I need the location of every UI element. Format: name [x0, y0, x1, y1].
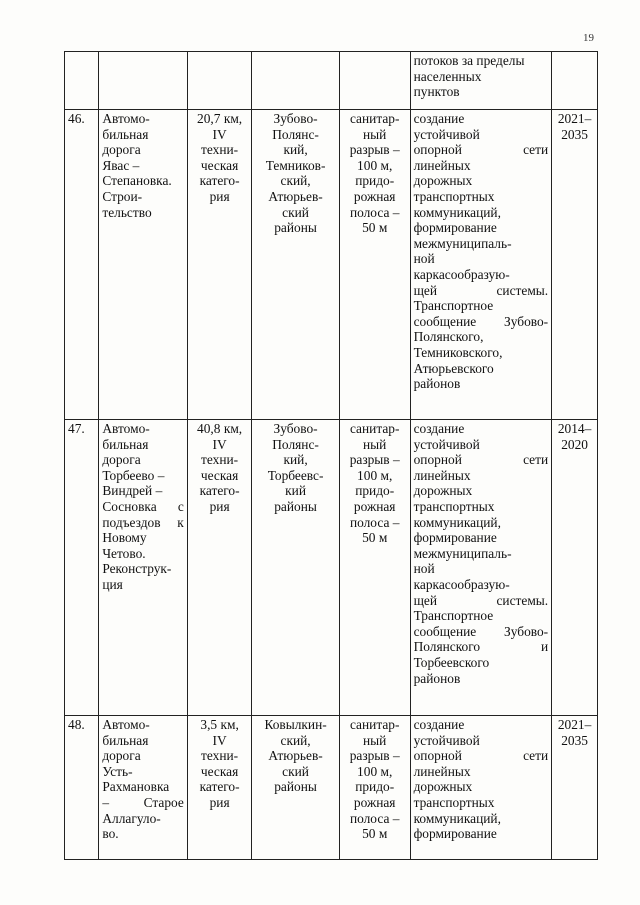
- cell-line: Рахмановка: [102, 779, 170, 795]
- cell-line: районы: [274, 779, 317, 795]
- cell-line: щей системы.: [413, 282, 549, 298]
- cell-line: придо-: [355, 173, 395, 189]
- cell-line: разрыв –: [349, 452, 400, 468]
- cell-line: 50 м: [362, 826, 388, 842]
- cell-line: Строи-: [102, 188, 143, 204]
- cell-line: катего-: [199, 483, 240, 499]
- districts-cell: [252, 52, 339, 110]
- table-row: [65, 110, 598, 420]
- cell-line: рия: [209, 188, 230, 204]
- cell-line: Автомо-: [102, 717, 150, 732]
- cell-line: Полянс-: [272, 126, 319, 142]
- cell-line: IV: [212, 126, 227, 142]
- cell-line: 2021–: [557, 717, 592, 732]
- cell-line: санитар-: [349, 717, 400, 732]
- cell-line: Зубово-: [273, 111, 318, 126]
- cell-line: линейных: [413, 157, 471, 173]
- cell-line: дорога: [102, 452, 141, 468]
- cell-line: пунктов: [413, 84, 460, 100]
- cell-line: дорожных: [413, 779, 473, 795]
- cell-line: ский: [282, 204, 309, 220]
- cell-line: Торбеевского: [413, 654, 490, 670]
- cell-line: техни-: [201, 748, 239, 764]
- cell-line: Автомо-: [102, 111, 150, 126]
- cell-line: коммуникаций,: [413, 514, 501, 530]
- cell-line: ческая: [200, 157, 239, 173]
- cell-line: потоков за пределы: [413, 53, 525, 68]
- cell-line: IV: [212, 732, 227, 748]
- cell-line: рия: [209, 794, 230, 810]
- cell-line: ция: [102, 576, 123, 592]
- cell-line: рожная: [353, 498, 396, 514]
- cell-line: Четово.: [102, 545, 146, 561]
- cell-line: районов: [413, 376, 461, 392]
- cell-line: опорной сети: [413, 452, 549, 468]
- cell-line: 2020: [561, 436, 588, 452]
- purpose-cell: [410, 110, 552, 420]
- cell-line: 100 м,: [357, 467, 393, 483]
- cell-line: бильная: [102, 732, 149, 748]
- cell-line: полоса –: [349, 514, 400, 530]
- cell-line: 100 м,: [357, 763, 393, 779]
- purpose-cell: [410, 716, 552, 860]
- cell-line: формирование: [413, 530, 497, 546]
- cell-line: коммуникаций,: [413, 810, 501, 826]
- cell-line: подъездов к: [102, 514, 184, 530]
- cell-line: 2014–: [557, 421, 592, 436]
- cell-line: кий,: [283, 142, 308, 158]
- cell-line: каркасообразую-: [413, 266, 510, 282]
- cell-line: кий,: [283, 452, 308, 468]
- cell-line: разрыв –: [349, 748, 400, 764]
- cell-line: устойчивой: [413, 436, 480, 452]
- cell-line: рожная: [353, 188, 396, 204]
- cell-line: щей системы.: [413, 592, 549, 608]
- protection-zone-cell: [339, 110, 410, 420]
- cell-line: Ковылкин-: [264, 717, 327, 732]
- cell-line: сообщение Зубово-: [413, 313, 549, 329]
- cell-line: коммуникаций,: [413, 204, 501, 220]
- cell-line: Новому: [102, 530, 147, 546]
- cell-line: создание: [413, 111, 465, 126]
- cell-line: придо-: [355, 779, 395, 795]
- cell-line: Явас –: [102, 157, 140, 173]
- cell-line: транспортных: [413, 794, 495, 810]
- cell-line: техни-: [201, 142, 239, 158]
- road-name-cell: [99, 52, 187, 110]
- protection-zone-cell: [339, 420, 410, 716]
- cell-line: Полянского и: [413, 639, 549, 655]
- districts-cell: [252, 110, 339, 420]
- cell-line: линейных: [413, 763, 471, 779]
- cell-line: Автомо-: [102, 421, 150, 436]
- period-cell: [552, 110, 598, 420]
- roads-table: [64, 51, 598, 860]
- cell-line: Усть-: [102, 763, 133, 779]
- cell-line: 2021–: [557, 111, 592, 126]
- cell-line: 2035: [561, 126, 588, 142]
- cell-line: населенных: [413, 68, 482, 84]
- cell-line: – Старое: [102, 794, 184, 810]
- cell-line: межмуниципаль-: [413, 235, 512, 251]
- cell-line: ский: [282, 763, 309, 779]
- cell-line: Атюрьев-: [268, 748, 323, 764]
- cell-line: кий: [285, 483, 306, 499]
- cell-line: районы: [274, 498, 317, 514]
- cell-line: бильная: [102, 436, 149, 452]
- length-category-cell: [187, 52, 252, 110]
- road-name-cell: [99, 110, 187, 420]
- cell-line: Виндрей –: [102, 483, 163, 499]
- period-cell: [552, 420, 598, 716]
- cell-line: санитар-: [349, 421, 400, 436]
- cell-line: во.: [102, 826, 119, 842]
- cell-line: опорной сети: [413, 142, 549, 158]
- cell-line: формирование: [413, 220, 497, 236]
- cell-line: катего-: [199, 779, 240, 795]
- cell-line: районов: [413, 670, 461, 686]
- cell-line: дорожных: [413, 173, 473, 189]
- cell-line: линейных: [413, 467, 471, 483]
- cell-line: устойчивой: [413, 126, 480, 142]
- cell-line: Полянс-: [272, 436, 319, 452]
- row-number-cell: [65, 52, 99, 110]
- row-number-cell: 47.: [65, 420, 99, 716]
- cell-line: Темников-: [265, 157, 326, 173]
- cell-line: IV: [212, 436, 227, 452]
- cell-line: ский,: [280, 732, 311, 748]
- cell-line: Реконструк-: [102, 561, 172, 577]
- cell-line: санитар-: [349, 111, 400, 126]
- cell-line: Зубово-: [273, 421, 318, 436]
- purpose-cell: [410, 52, 552, 110]
- cell-line: Аллагуло-: [102, 810, 161, 826]
- cell-line: ной: [413, 561, 435, 577]
- cell-line: Транспортное: [413, 298, 494, 314]
- cell-line: ный: [363, 436, 387, 452]
- cell-line: Атюрьев-: [268, 188, 323, 204]
- cell-line: техни-: [201, 452, 239, 468]
- cell-line: 100 м,: [357, 157, 393, 173]
- cell-line: Транспортное: [413, 608, 494, 624]
- cell-line: Торбеевс-: [267, 467, 324, 483]
- period-cell: [552, 716, 598, 860]
- cell-line: сообщение Зубово-: [413, 623, 549, 639]
- cell-line: Сосновка с: [102, 498, 184, 514]
- cell-line: 2035: [561, 732, 588, 748]
- cell-line: ский,: [280, 173, 311, 189]
- protection-zone-cell: [339, 52, 410, 110]
- cell-line: дорожных: [413, 483, 473, 499]
- cell-line: придо-: [355, 483, 395, 499]
- cell-line: ческая: [200, 763, 239, 779]
- cell-line: районы: [274, 220, 317, 236]
- cell-line: Степановка.: [102, 173, 172, 189]
- cell-line: 40,8 км,: [197, 421, 243, 436]
- road-name-cell: [99, 716, 187, 860]
- cell-line: 20,7 км,: [197, 111, 243, 126]
- cell-line: транспортных: [413, 498, 495, 514]
- cell-line: Атюрьевского: [413, 360, 494, 376]
- cell-line: тельство: [102, 204, 152, 220]
- purpose-cell: [410, 420, 552, 716]
- cell-line: создание: [413, 421, 465, 436]
- cell-line: 3,5 км,: [200, 717, 239, 732]
- districts-cell: [252, 716, 339, 860]
- length-category-cell: [187, 420, 252, 716]
- cell-line: ный: [363, 732, 387, 748]
- cell-line: Полянского,: [413, 329, 484, 345]
- cell-line: рожная: [353, 794, 396, 810]
- period-cell: [552, 52, 598, 110]
- cell-line: полоса –: [349, 204, 400, 220]
- row-number-cell: 46.: [65, 110, 99, 420]
- table-row: [65, 716, 598, 860]
- table-row: [65, 420, 598, 716]
- cell-line: транспортных: [413, 188, 495, 204]
- length-category-cell: [187, 110, 252, 420]
- cell-line: 50 м: [362, 530, 388, 546]
- road-name-cell: [99, 420, 187, 716]
- cell-line: рия: [209, 498, 230, 514]
- cell-line: дорога: [102, 748, 141, 764]
- cell-line: 50 м: [362, 220, 388, 236]
- cell-line: ной: [413, 251, 435, 267]
- row-number-cell: 48.: [65, 716, 99, 860]
- districts-cell: [252, 420, 339, 716]
- cell-line: дорога: [102, 142, 141, 158]
- cell-line: создание: [413, 717, 465, 732]
- cell-line: каркасообразую-: [413, 576, 510, 592]
- cell-line: катего-: [199, 173, 240, 189]
- cell-line: полоса –: [349, 810, 400, 826]
- page-number: 19: [583, 32, 594, 44]
- cell-line: Темниковского,: [413, 344, 503, 360]
- cell-line: формирование: [413, 826, 497, 842]
- cell-line: ческая: [200, 467, 239, 483]
- length-category-cell: [187, 716, 252, 860]
- cell-line: опорной сети: [413, 748, 549, 764]
- protection-zone-cell: [339, 716, 410, 860]
- cell-line: бильная: [102, 126, 149, 142]
- cell-line: разрыв –: [349, 142, 400, 158]
- cell-line: ный: [363, 126, 387, 142]
- table-row: [65, 52, 598, 110]
- cell-line: Торбеево –: [102, 467, 165, 483]
- cell-line: межмуниципаль-: [413, 545, 512, 561]
- cell-line: устойчивой: [413, 732, 480, 748]
